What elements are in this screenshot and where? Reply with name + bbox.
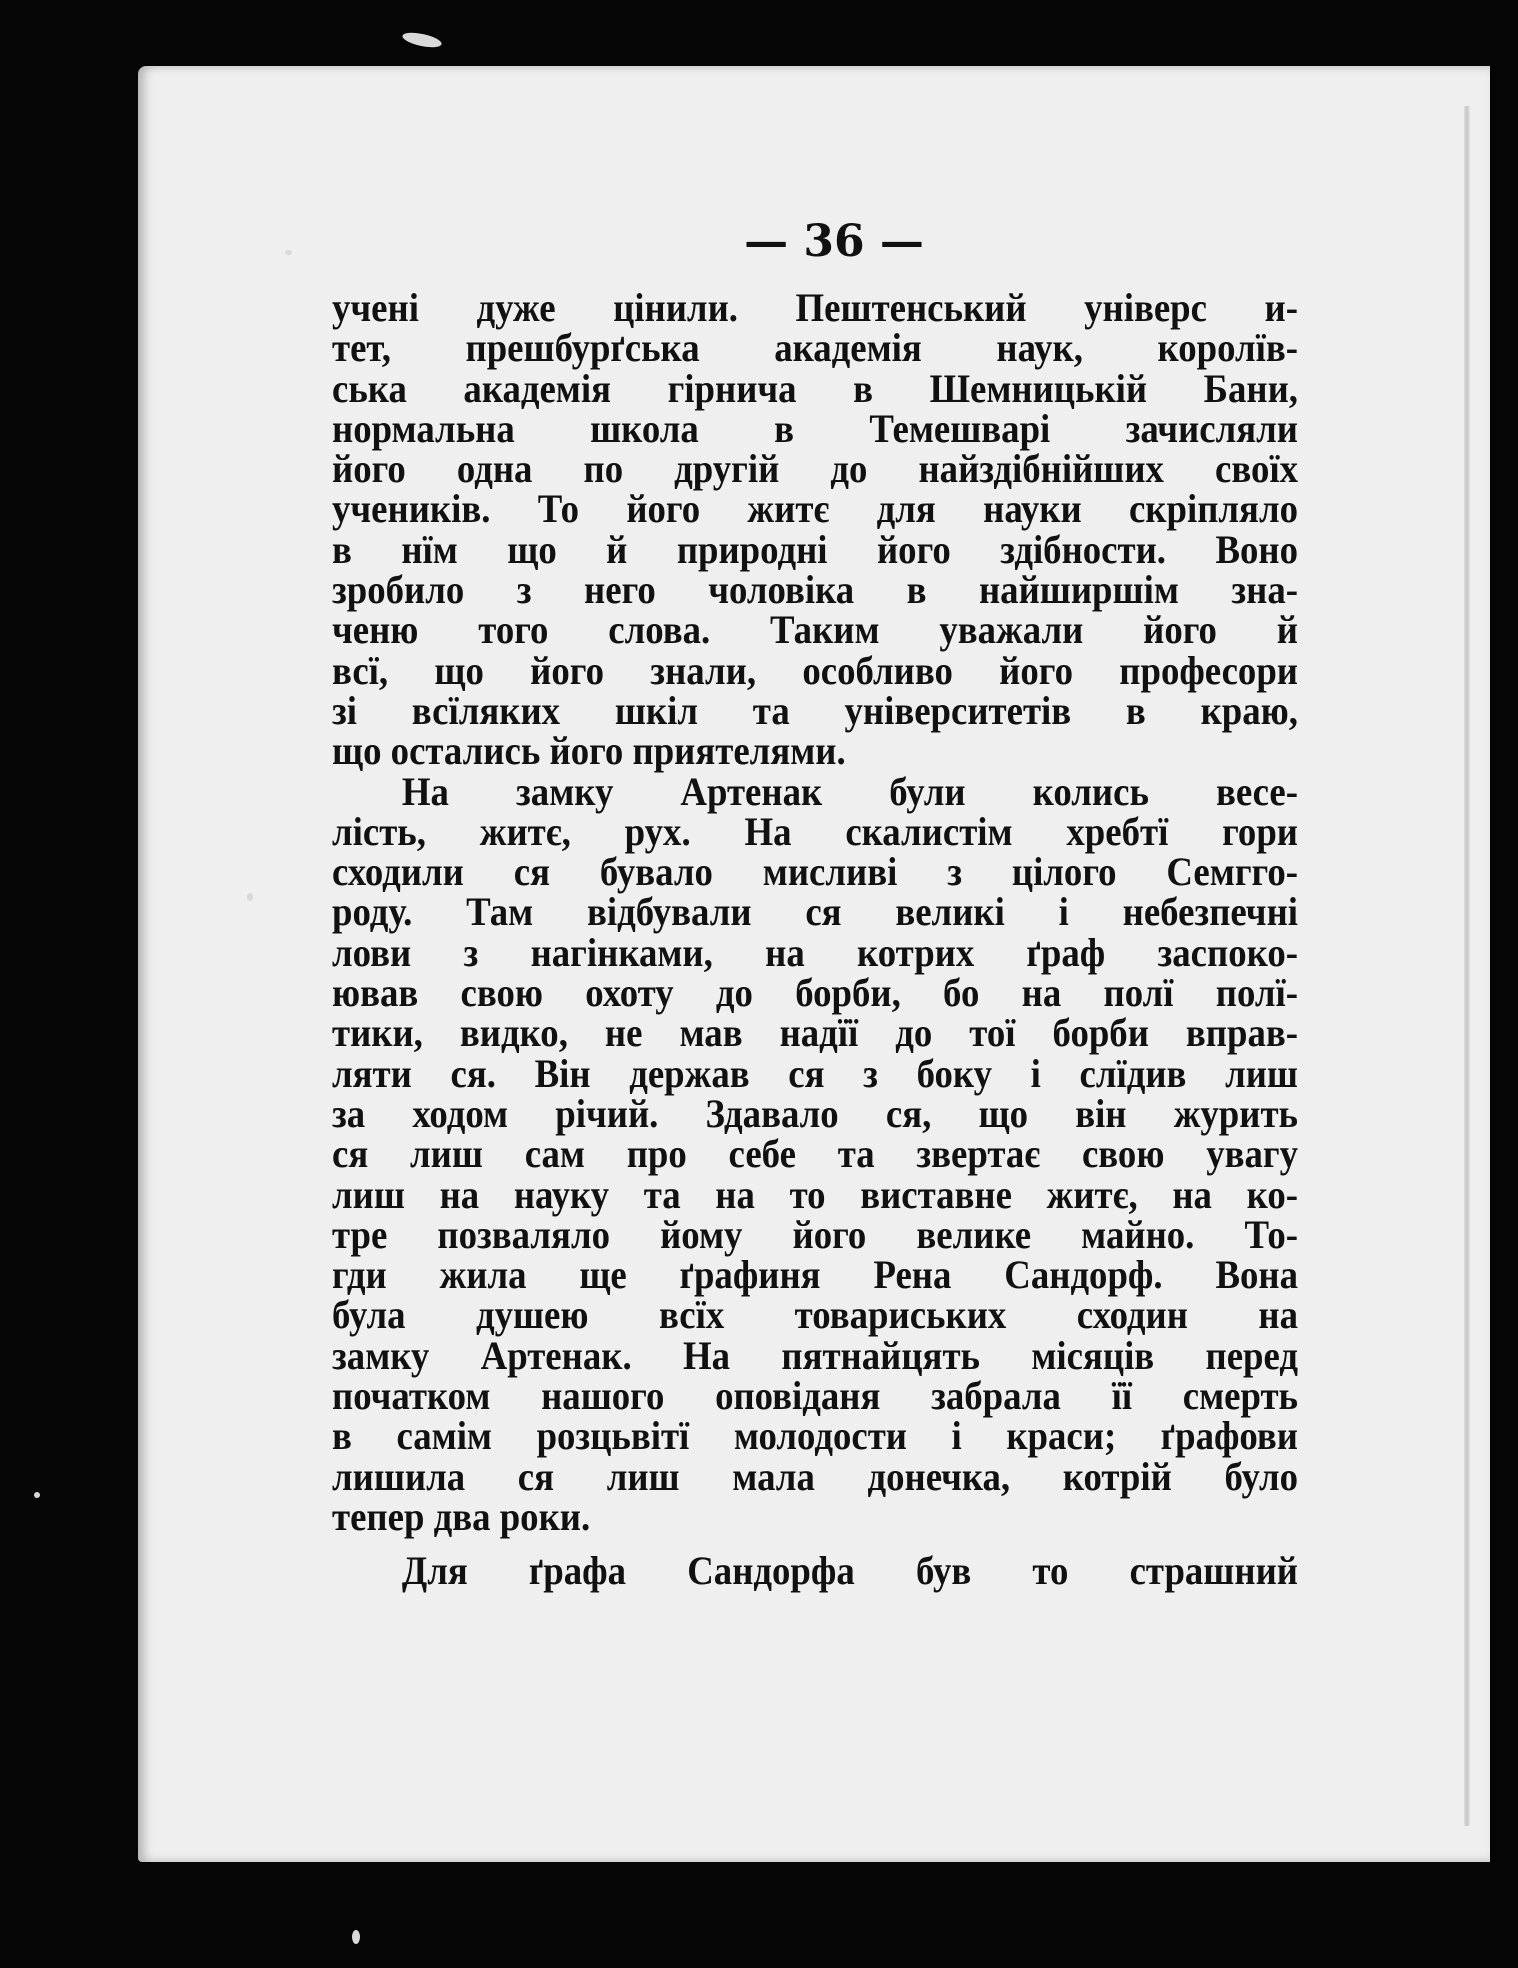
text-line: гди жила ще ґрафиня Рена Сандорф. Вона	[332, 1252, 1298, 1298]
text-line: ляти ся. Він держав ся з боку і слїдив лиш	[332, 1050, 1298, 1096]
text-line: що остались його приятелями.	[332, 728, 846, 774]
text-line: початком нашого оповіданя забрала її смерть	[332, 1373, 1298, 1419]
text-line: На замку Артенак були колись весе-	[401, 768, 1298, 814]
text-line: в нїм що й природні його здібности. Воно	[332, 526, 1298, 572]
body-text	[332, 285, 1298, 1594]
text-line: учеників. То його житє для науки скріпляло	[332, 486, 1298, 532]
text-line: зробило з него чоловіка в найширшім зна-	[332, 567, 1298, 613]
scan-speck	[247, 893, 253, 901]
text-line: в самім розцьвітї молодости і краси; ґрафови	[332, 1413, 1298, 1459]
text-line: тре позваляло йому його велике майно. То-	[332, 1211, 1298, 1257]
text-line: ська академія гірнича в Шемницькій Бани,	[332, 365, 1298, 411]
page-number: — 36 —	[744, 216, 924, 267]
text-line: ченю того слова. Таким уважали його й	[332, 607, 1298, 653]
text-line: лишила ся лиш мала донечка, котрій було	[332, 1453, 1298, 1499]
text-line: лови з нагінками, на котрих ґраф заспоко-	[332, 929, 1298, 975]
text-line: нормальна школа в Темешварі зачисляли	[332, 405, 1298, 451]
text-line: за ходом річий. Здавало ся, що він журить	[332, 1090, 1298, 1136]
text-line: всї, що його знали, особливо його професори	[332, 647, 1298, 693]
text-line: сходили ся бувало мисливі з цілого Семгго-	[332, 849, 1298, 895]
text-line: ся лиш сам про себе та звертає свою увагу	[332, 1131, 1298, 1177]
text-line: тепер два роки.	[332, 1493, 591, 1539]
scan-speck	[34, 1492, 40, 1498]
text-line: учені дуже цінили. Пештенський універс и-	[332, 285, 1298, 330]
text-line: Для ґрафа Сандорфа був то страшний	[401, 1548, 1298, 1594]
text-line: лиш на науку та на то виставне житє, на ко-	[332, 1171, 1298, 1217]
text-line: була душею всїх товариських сходин на	[332, 1292, 1298, 1338]
scan-speck	[401, 30, 443, 50]
text-line: зі всїляких шкіл та університетів в краю,	[332, 687, 1298, 733]
text-line: роду. Там відбували ся великі і небезпечні	[332, 889, 1298, 935]
text-line: його одна по другій до найздібнійших своїх	[332, 446, 1298, 492]
text-line: замку Артенак. На пятнайцять місяців перед	[332, 1332, 1298, 1378]
text-line: лість, житє, рух. На скалистім хребтї гори	[332, 808, 1298, 854]
text-line: тики, видко, не мав надїї до тої борби вправ-	[332, 1010, 1298, 1056]
text-line: тет, прешбурґська академія наук, королїв-	[332, 325, 1298, 371]
scan-speck	[285, 250, 292, 255]
scan-speck	[352, 1930, 360, 1944]
text-line: ював свою охоту до борби, бо на полї полї-	[332, 970, 1298, 1016]
